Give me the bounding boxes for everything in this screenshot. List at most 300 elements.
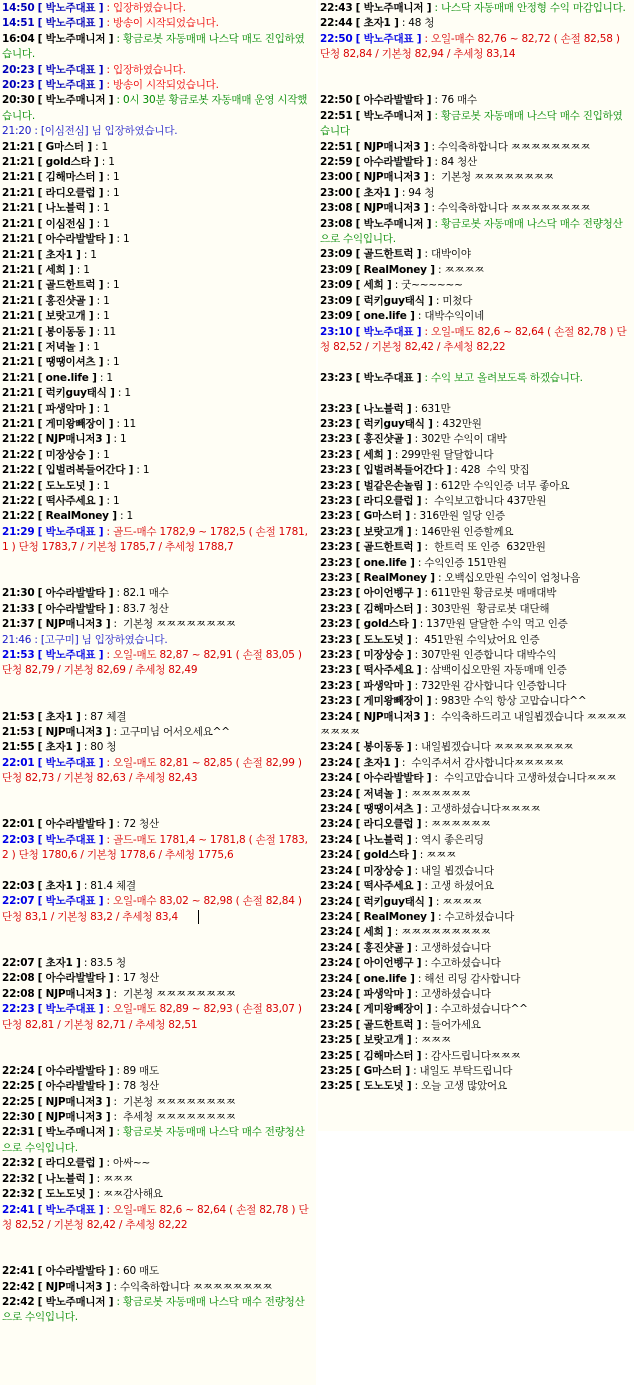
message-text: : 대박이야: [421, 248, 471, 261]
message-text: : 나스닥 자동매매 안정형 수익 마감입니다.: [431, 2, 626, 14]
chat-message: [2, 602, 314, 617]
chat-message: [320, 633, 632, 648]
message-nickname: [ 파생악마 ]: [355, 987, 412, 1000]
message-time: 22:03: [2, 880, 35, 893]
chat-message: [2, 1203, 314, 1234]
chat-message: [2, 232, 314, 247]
message-text: : 고생 하셨어요: [421, 880, 494, 893]
message-text: : 오일-매도 82,6 ~ 82,64 ( 손절 82,78 ) 단청 82,52 / 기본청 82,42 / 추세청 82,22: [320, 325, 627, 353]
message-nickname: [ 라디오클럽 ]: [355, 818, 422, 831]
message-text: : 1: [93, 310, 110, 323]
chat-message: [2, 93, 314, 124]
message-text: : 1: [110, 433, 127, 446]
chat-message: [320, 987, 632, 1002]
message-nickname: [ 벌같은손놀림 ]: [355, 479, 432, 492]
message-nickname: : [고구미]: [31, 633, 79, 646]
message-text: : 해선 리딩 감사합니다: [414, 972, 521, 985]
chat-message: [2, 1125, 314, 1156]
chat-message: [320, 294, 632, 309]
blank-line: [2, 679, 314, 694]
message-text: : 303만원 황금로봇 대단해: [421, 602, 550, 615]
chat-message: [2, 648, 314, 679]
message-nickname: [ 박노주대표 ]: [37, 17, 104, 30]
message-time: 22:08: [2, 987, 35, 1000]
message-nickname: [ 박노주대표 ]: [37, 895, 104, 908]
message-time: 21:22: [2, 433, 35, 446]
message-text: : ㅉㅉㅉ: [93, 1172, 133, 1185]
message-time: 23:23: [320, 494, 353, 507]
chat-message: [320, 140, 632, 155]
chat-message: [320, 710, 632, 741]
chat-message: [320, 1, 632, 16]
message-text: : ㅉㅉ감사해요: [93, 1188, 163, 1201]
chat-message: [320, 170, 632, 185]
message-nickname: [ 떡사주세요 ]: [355, 664, 422, 677]
message-text: : 입장하였습니다.: [103, 2, 186, 14]
message-text: : 1: [93, 202, 110, 215]
message-nickname: [ 저녁놀 ]: [355, 787, 402, 800]
message-text: : 삼백이십오만원 자동매매 인증: [421, 664, 567, 677]
message-time: 22:08: [2, 972, 35, 985]
message-time: 23:09: [320, 294, 353, 307]
message-nickname: [ 미장상승 ]: [37, 448, 94, 461]
message-text: : 오일-매수 82,76 ~ 82,72 ( 손절 82,58 ) 단청 82,84 / 기본청 82,94 / 추세청 83,14: [320, 32, 623, 61]
message-nickname: [ 나노블럭 ]: [355, 833, 412, 846]
chat-message: [320, 941, 632, 956]
message-nickname: [ 아수라발발타 ]: [37, 602, 114, 615]
message-text: : 83.7 청산: [113, 602, 169, 615]
message-time: 23:24: [320, 756, 353, 769]
message-time: 23:09: [320, 248, 353, 261]
blank-line: [2, 556, 314, 571]
message-text: : 11: [113, 417, 136, 430]
blank-line: [2, 571, 314, 586]
message-text: : 수고하셨습니다: [421, 957, 501, 970]
message-time: 23:25: [320, 1049, 353, 1062]
message-time: 22:25: [2, 1095, 35, 1108]
message-time: 23:24: [320, 849, 353, 862]
message-text: : 1: [103, 279, 120, 292]
message-text: : 1: [133, 464, 150, 477]
chat-message: [2, 340, 314, 355]
message-time: 23:08: [320, 217, 353, 230]
message-time: 23:23: [320, 510, 353, 523]
message-nickname: [ NJP매니저3 ]: [355, 202, 429, 215]
message-time: 23:23: [320, 464, 353, 477]
chat-message: [320, 648, 632, 663]
chat-message: [320, 309, 632, 324]
chat-message: [2, 740, 314, 755]
message-nickname: [ 김해마스터 ]: [37, 171, 104, 184]
chat-message: [2, 448, 314, 463]
blank-line: [320, 386, 632, 401]
message-nickname: [ 박노주대표 ]: [37, 1003, 104, 1016]
chat-message: [2, 78, 314, 93]
message-time: 23:23: [320, 448, 353, 461]
message-nickname: [ 박노주매니저 ]: [37, 1126, 114, 1139]
message-nickname: [ 박노주대표 ]: [355, 32, 422, 45]
message-nickname: [ 아수라발발타 ]: [355, 156, 432, 169]
chat-message: [2, 617, 314, 632]
chat-message: [2, 294, 314, 309]
message-nickname: [ 파생악마 ]: [37, 402, 94, 415]
chat-message: [2, 263, 314, 278]
message-time: 22:41: [2, 1203, 35, 1216]
chat-message: [2, 509, 314, 524]
message-text: : 황금로봇 자동매매 나스닥 매수 전량청산으로 수익입니다.: [2, 1295, 305, 1324]
message-text: : 11: [93, 325, 117, 338]
chat-message: [2, 894, 314, 925]
message-text: : 1: [93, 402, 110, 415]
message-nickname: [ 파생악마 ]: [355, 679, 412, 692]
message-nickname: [ 박노주매니저 ]: [37, 94, 114, 107]
message-nickname: [ RealMoney ]: [355, 263, 435, 276]
message-text: : 오일-매도 82,87 ~ 82,91 ( 손절 83,05 ) 단청 82,79 / 기본청 82,69 / 추세청 82,49: [2, 649, 305, 677]
message-nickname: [ NJP매니저3 ]: [37, 618, 111, 631]
message-time: 21:22: [2, 448, 35, 461]
message-nickname: [ one.life ]: [355, 972, 415, 985]
message-nickname: [ 아수라발발타 ]: [37, 587, 114, 600]
chat-message: [2, 140, 314, 155]
message-time: 23:24: [320, 941, 353, 954]
message-time: 22:42: [2, 1295, 35, 1308]
chat-message: [320, 663, 632, 678]
message-text: 님 입장하였습니다.: [78, 633, 168, 646]
message-text: : 굿~~~~~~: [391, 279, 463, 292]
message-time: 23:24: [320, 772, 353, 785]
message-text: : 78 청산: [113, 1080, 159, 1093]
message-nickname: [ 럭키guy태식 ]: [355, 294, 433, 307]
message-time: 22:41: [2, 1265, 35, 1278]
message-text: : 1: [103, 186, 120, 199]
chat-message: [2, 1095, 314, 1110]
message-time: 22:42: [2, 1280, 35, 1293]
chat-message: [2, 32, 314, 63]
message-nickname: [ 박노주매니저 ]: [355, 109, 432, 122]
message-time: 23:24: [320, 926, 353, 939]
message-text: : 기본청 ㅉㅉㅉㅉㅉㅉㅉㅉ: [110, 618, 236, 631]
message-nickname: [ 김해마스터 ]: [355, 602, 422, 615]
chat-message: [2, 710, 314, 725]
chat-message: [2, 309, 314, 324]
message-nickname: [ one.life ]: [355, 310, 415, 323]
message-time: 21:33: [2, 602, 35, 615]
chat-message: [2, 1, 314, 16]
chat-message: [2, 1295, 314, 1326]
message-time: 23:24: [320, 787, 353, 800]
message-text: : 302만 수익이 대박: [411, 433, 507, 446]
chat-message: [320, 479, 632, 494]
chat-message: [320, 325, 632, 356]
message-nickname: [ 게미왕빼장이 ]: [355, 695, 432, 708]
message-nickname: [ 홍진샷골 ]: [355, 941, 412, 954]
message-text: : 역시 좋은리딩: [411, 833, 484, 846]
message-time: 23:24: [320, 1003, 353, 1016]
message-nickname: [ RealMoney ]: [37, 510, 117, 523]
message-text: : 방송이 시작되었습니다.: [103, 79, 219, 92]
message-text: : 수익보고합니다 437만원: [421, 494, 547, 507]
message-time: 23:23: [320, 417, 353, 430]
message-text: : 87 체결: [80, 710, 127, 723]
message-nickname: : [이심전심]: [31, 125, 89, 138]
message-time: 23:25: [320, 1034, 353, 1047]
message-nickname: [ 떡사주세요 ]: [355, 880, 422, 893]
chat-message: [320, 278, 632, 293]
message-text: : 감사드립니다ㅉㅉㅉ: [421, 1049, 521, 1062]
message-text: : 오백십오만원 수익이 엄청나음: [434, 571, 581, 584]
message-nickname: [ 박노주대표 ]: [37, 1203, 104, 1216]
chat-message: [2, 402, 314, 417]
message-time: 21:21: [2, 402, 35, 415]
chat-message: [320, 617, 632, 632]
chat-message: [2, 463, 314, 478]
message-nickname: [ NJP매니저3 ]: [355, 140, 429, 153]
message-text: : 기본청 ㅉㅉㅉㅉㅉㅉㅉㅉ: [428, 171, 554, 184]
message-nickname: [ 홍진샷골 ]: [355, 433, 412, 446]
chat-message: [2, 1280, 314, 1295]
chat-message: [2, 987, 314, 1002]
message-time: 23:23: [320, 679, 353, 692]
message-text: : 수익축하합니다 ㅉㅉㅉㅉㅉㅉㅉㅉ: [428, 202, 591, 215]
message-text: : 1: [80, 248, 97, 261]
message-time: 23:08: [320, 202, 353, 215]
message-text: : 1: [93, 294, 110, 307]
chat-message: [320, 247, 632, 262]
message-text: : 기본청 ㅉㅉㅉㅉㅉㅉㅉㅉ: [110, 987, 236, 1000]
message-time: 22:07: [2, 957, 35, 970]
message-time: 23:23: [320, 525, 353, 538]
message-nickname: [ 박노주대표 ]: [37, 79, 104, 92]
message-text: : 수익고맙습니다 고생하셨습니다ㅉㅉㅉ: [431, 772, 617, 785]
chat-message: [320, 217, 632, 248]
text-cursor: [198, 910, 199, 924]
message-text: : 수익축하합니다 ㅉㅉㅉㅉㅉㅉㅉㅉ: [428, 140, 591, 153]
message-text: : ㅉㅉㅉㅉ: [432, 895, 483, 908]
message-time: 22:51: [320, 140, 353, 153]
message-time: 22:01: [2, 818, 35, 831]
message-nickname: [ 박노주매니저 ]: [37, 1295, 114, 1308]
message-time: 21:21: [2, 417, 35, 430]
chat-message: [2, 170, 314, 185]
message-text: : 732만원 감사합니다 인증합니다: [411, 679, 567, 692]
message-text: : 수익축하합니다 ㅉㅉㅉㅉㅉㅉㅉㅉ: [110, 1280, 273, 1293]
message-text: : 황금로봇 자동매매 나스닥 매수 전량청산으로 수익입니다.: [320, 217, 623, 246]
message-text: : 미쳤다: [432, 294, 473, 307]
message-text: : ㅉㅉㅉㅉㅉㅉ: [421, 818, 491, 831]
message-text: : 146만원 인증할께요: [411, 525, 514, 538]
message-nickname: [ one.life ]: [355, 556, 415, 569]
chat-message: [2, 971, 314, 986]
message-time: 23:23: [320, 618, 353, 631]
chat-message: [320, 679, 632, 694]
chat-message: [2, 124, 314, 139]
message-nickname: [ 아수라발발타 ]: [355, 772, 432, 785]
chat-message: [320, 509, 632, 524]
blank-line: [2, 787, 314, 802]
message-nickname: [ 라디오클럽 ]: [355, 494, 422, 507]
message-nickname: [ NJP매니저3 ]: [37, 987, 111, 1000]
message-text: : 1: [83, 340, 100, 353]
message-text: : 17 청산: [113, 972, 159, 985]
message-nickname: [ 박노주대표 ]: [37, 63, 104, 76]
message-text: : 고생하셨습니다: [411, 987, 491, 1000]
chat-message: [2, 1079, 314, 1094]
message-text: : 내일 뵙겠습니다: [411, 864, 494, 877]
message-nickname: [ 나노블럭 ]: [37, 202, 94, 215]
message-nickname: [ 박노주매니저 ]: [355, 2, 432, 14]
chat-message: [2, 525, 314, 556]
message-nickname: [ 입벌려복들어간다 ]: [37, 464, 134, 477]
message-text: : ㅉㅉㅉㅉ: [434, 263, 485, 276]
message-nickname: [ RealMoney ]: [355, 910, 435, 923]
message-text: : 고구미님 어서오세요^^: [110, 726, 230, 739]
message-time: 16:04: [2, 32, 35, 45]
message-text: : ㅉㅉㅉㅉㅉㅉㅉㅉㅉ: [391, 926, 491, 939]
chat-message: [2, 479, 314, 494]
message-nickname: [ 저녁놀 ]: [37, 340, 84, 353]
chat-message: [320, 864, 632, 879]
message-time: 21:21: [2, 371, 35, 384]
chat-message: [2, 956, 314, 971]
chat-message: [2, 756, 314, 787]
message-text: : 입장하였습니다.: [103, 63, 186, 76]
message-text: : 1: [91, 140, 109, 153]
message-nickname: [ NJP매니저3 ]: [37, 1111, 111, 1124]
message-time: 21:53: [2, 649, 35, 662]
message-nickname: [ 나노블럭 ]: [355, 402, 412, 415]
message-time: 22:25: [2, 1080, 35, 1093]
message-nickname: [ 땡땡이셔츠 ]: [37, 356, 104, 369]
message-nickname: [ 도노도넛 ]: [37, 1188, 94, 1201]
message-time: 21:37: [2, 618, 35, 631]
message-nickname: [ 박노주대표 ]: [37, 833, 104, 846]
message-nickname: [ 봉이동동 ]: [355, 741, 412, 754]
message-text: : 오일-매수 83,02 ~ 82,98 ( 손절 82,84 ) 단청 83,1 / 기본청 83,2 / 추세청 83,4: [2, 895, 305, 923]
chat-message: [320, 1002, 632, 1017]
message-nickname: [ 박노주매니저 ]: [355, 217, 432, 230]
chat-message: [320, 817, 632, 832]
message-time: 23:23: [320, 371, 353, 384]
message-time: 20:23: [2, 63, 35, 76]
chat-message: [320, 402, 632, 417]
message-time: 23:09: [320, 279, 353, 292]
message-nickname: [ 보랏고개 ]: [355, 525, 412, 538]
message-nickname: [ 럭키guy태식 ]: [355, 417, 433, 430]
message-text: : 오늘 고생 많았어요: [411, 1080, 507, 1093]
message-nickname: [ gold스타 ]: [37, 156, 99, 169]
chat-message: [320, 571, 632, 586]
chat-message: [320, 155, 632, 170]
blank-line: [2, 1249, 314, 1264]
message-nickname: [ 도노도넛 ]: [355, 1080, 412, 1093]
message-time: 23:23: [320, 571, 353, 584]
message-nickname: [ 아수라발발타 ]: [37, 233, 114, 246]
message-nickname: [ NJP매니저3 ]: [37, 1280, 111, 1293]
message-time: 23:25: [320, 1064, 353, 1077]
message-nickname: [ 골드한트럭 ]: [355, 541, 422, 554]
message-text: : 94 청: [398, 186, 435, 199]
message-nickname: [ 박노주매니저 ]: [37, 32, 114, 45]
message-time: 23:00: [320, 186, 353, 199]
message-nickname: [ 도노도넛 ]: [37, 479, 94, 492]
message-time: 23:24: [320, 864, 353, 877]
chat-message: [320, 972, 632, 987]
message-time: 23:24: [320, 895, 353, 908]
message-time: 22:32: [2, 1188, 35, 1201]
chat-message: [320, 756, 632, 771]
message-nickname: [ 세희 ]: [355, 926, 392, 939]
chat-message: [2, 386, 314, 401]
message-text: : 1: [96, 371, 113, 384]
chat-message: [320, 771, 632, 786]
message-time: 23:24: [320, 910, 353, 923]
message-time: 21:29: [2, 525, 35, 538]
message-nickname: [ 초자1 ]: [37, 741, 81, 754]
message-nickname: [ NJP매니저3 ]: [37, 433, 111, 446]
message-nickname: [ 아이언벵구 ]: [355, 957, 422, 970]
chat-message: [2, 248, 314, 263]
message-time: 21:22: [2, 495, 35, 507]
message-text: : 내일도 부탁드립니다: [409, 1064, 513, 1077]
message-time: 22:07: [2, 895, 35, 908]
chat-message: [2, 16, 314, 31]
blank-line: [320, 63, 632, 78]
message-nickname: [ NJP매니저3 ]: [37, 1095, 111, 1108]
message-text: : 수고하셨습니다: [434, 910, 515, 923]
message-nickname: [ 떡사주세요 ]: [37, 495, 104, 507]
message-time: 21:21: [2, 202, 35, 215]
message-text: : 대박수익이네: [414, 310, 485, 323]
chat-message: [2, 1172, 314, 1187]
message-nickname: [ 이심전심 ]: [37, 217, 94, 230]
message-nickname: [ 박노주대표 ]: [37, 756, 104, 769]
message-text: : 89 매도: [113, 1064, 159, 1077]
chat-message: [2, 186, 314, 201]
message-text: : 황금로봇 자동매매 나스닥 매수 진입하였습니다: [320, 109, 623, 138]
message-time: 22:50: [320, 32, 353, 45]
message-nickname: [ 초자1 ]: [355, 186, 399, 199]
message-nickname: [ gold스타 ]: [355, 849, 417, 862]
message-text: : 수익주셔서 감사합니다ㅉㅉㅉㅉㅉ: [398, 756, 564, 769]
message-text: : 1: [103, 171, 120, 184]
message-nickname: [ 박노주대표 ]: [37, 649, 104, 662]
message-text: : 1: [103, 356, 120, 369]
message-time: 21:21: [2, 263, 35, 276]
message-nickname: [ NJP매니저3 ]: [355, 171, 429, 184]
chat-message: [2, 417, 314, 432]
message-time: 21:22: [2, 479, 35, 492]
message-text: : 1: [93, 448, 110, 461]
message-text: : 137만원 달달한 수익 먹고 인증: [416, 618, 568, 631]
chat-message: [2, 1064, 314, 1079]
blank-line: [320, 78, 632, 93]
message-time: 23:24: [320, 833, 353, 846]
message-nickname: [ 아수라발발타 ]: [37, 818, 114, 831]
message-time: 22:24: [2, 1064, 35, 1077]
chat-message: [2, 1002, 314, 1033]
message-time: 23:23: [320, 587, 353, 600]
message-time: 21:55: [2, 741, 35, 754]
message-time: 23:24: [320, 972, 353, 985]
chat-message: [320, 540, 632, 555]
chat-message: [320, 602, 632, 617]
message-nickname: [ 보랏고개 ]: [355, 1034, 412, 1047]
message-text: : 오일-매도 82,81 ~ 82,85 ( 손절 82,99 ) 단청 82,73 / 기본청 82,63 / 추세청 82,43: [2, 756, 305, 785]
message-nickname: [ 초자1 ]: [355, 756, 399, 769]
message-text: : 1: [98, 156, 115, 169]
message-nickname: [ gold스타 ]: [355, 618, 417, 631]
message-nickname: [ 골드한트럭 ]: [355, 1018, 422, 1031]
